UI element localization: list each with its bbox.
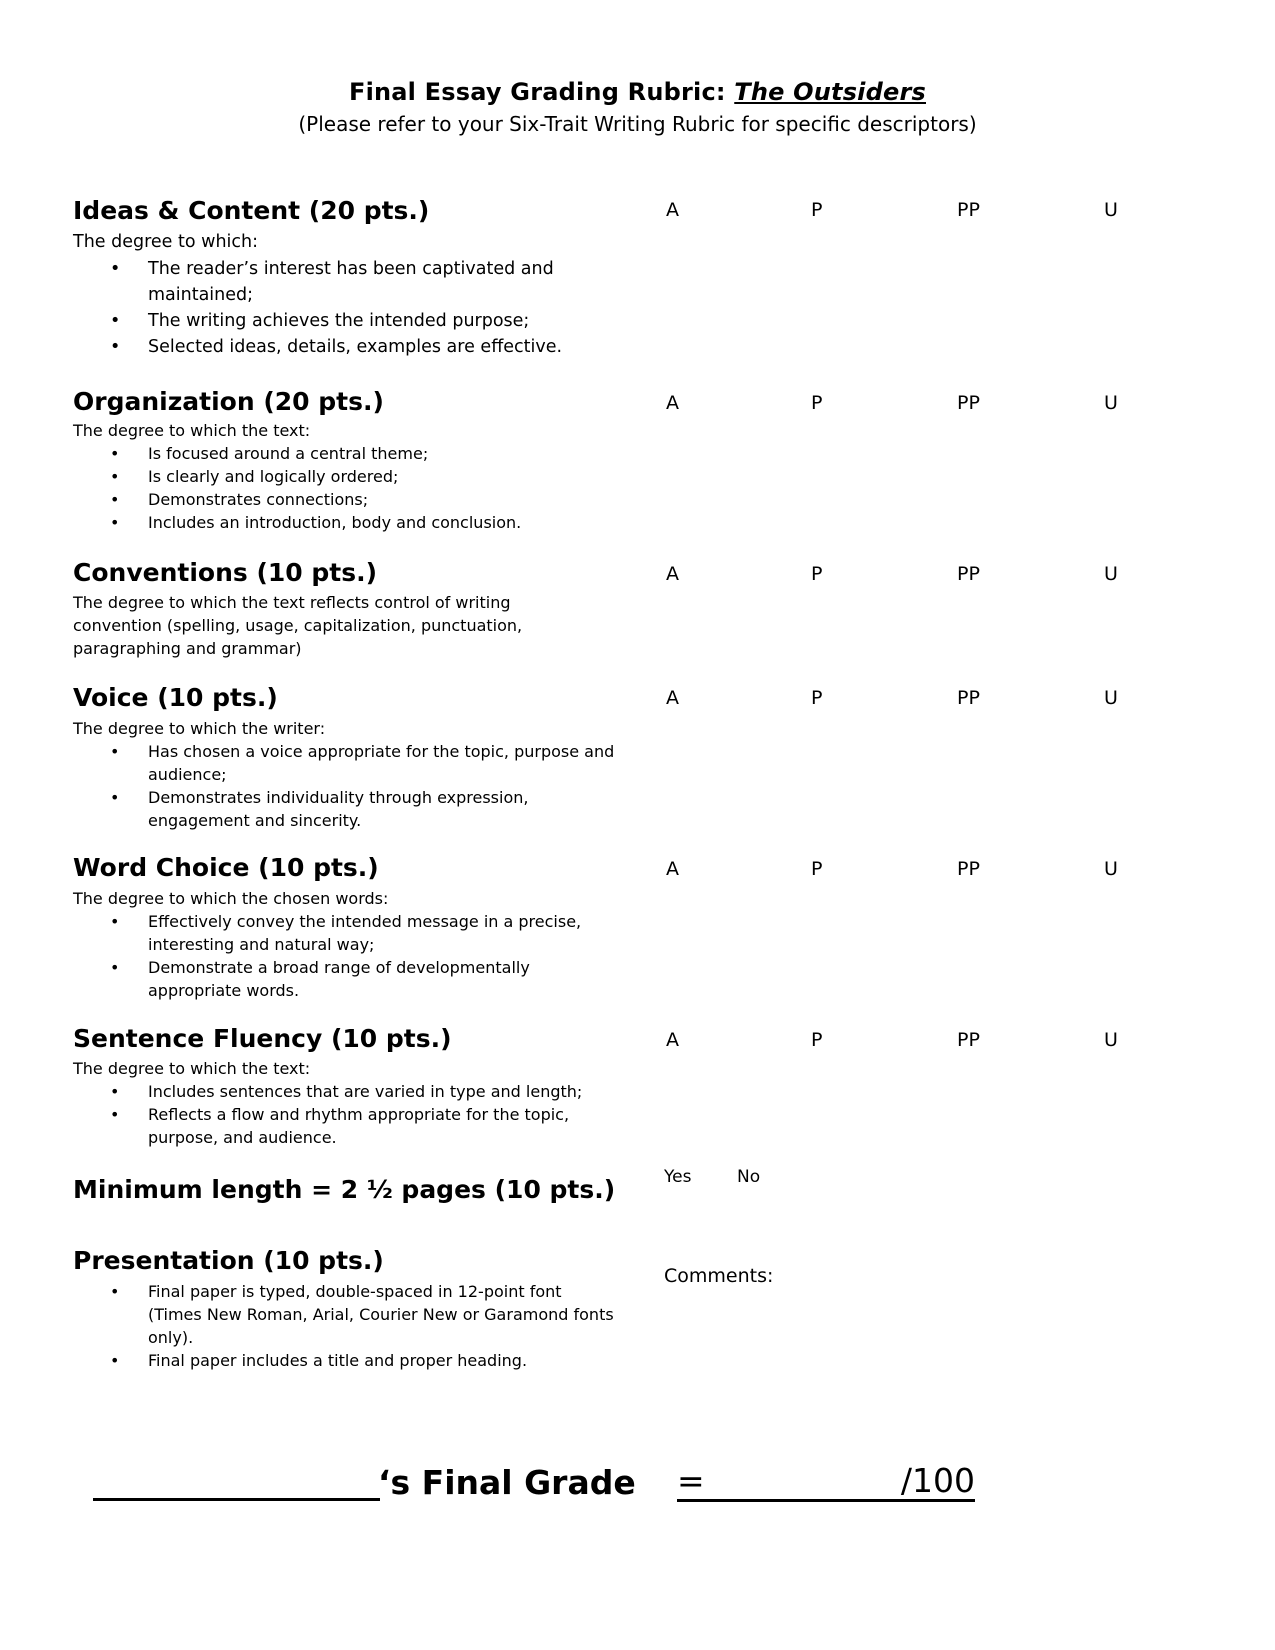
section-word-choice-title: Word Choice (10 pts.)	[73, 853, 379, 882]
section-organization-intro: The degree to which the text:	[73, 421, 311, 440]
section-voice-list	[73, 740, 614, 832]
student-name-blank[interactable]	[93, 1498, 380, 1501]
section-fluency-title: Sentence Fluency (10 pts.)	[73, 1024, 452, 1053]
list-item: • Effectively convey the intended message in a precise,	[73, 910, 581, 933]
list-item: • Is clearly and logically ordered;	[73, 465, 521, 488]
list-item-continuation: only).	[148, 1328, 194, 1347]
section-presentation-list	[73, 1280, 614, 1372]
equals-sign: =	[677, 1461, 705, 1500]
score-voice-u[interactable]: U	[1104, 687, 1118, 709]
section-ideas-list	[73, 256, 562, 360]
list-item-continuation: (Times New Roman, Arial, Courier New or Garamond fonts	[148, 1305, 614, 1324]
score-fluency-pp[interactable]: PP	[957, 1029, 980, 1051]
score-word-choice-a[interactable]: A	[666, 858, 679, 880]
final-grade-blank[interactable]	[677, 1463, 975, 1502]
length-yes[interactable]: Yes	[664, 1167, 692, 1187]
section-length-title: Minimum length = 2 ½ pages (10 pts.)	[73, 1175, 616, 1204]
score-conventions-p[interactable]: P	[811, 563, 823, 585]
score-voice-pp[interactable]: PP	[957, 687, 980, 709]
list-item: • Includes sentences that are varied in type and length;	[73, 1080, 582, 1103]
list-item-continuation: interesting and natural way;	[148, 935, 375, 954]
list-item: • Selected ideas, details, examples are effective.	[73, 334, 562, 360]
list-item-continuation: maintained;	[148, 285, 254, 305]
score-fluency-a[interactable]: A	[666, 1029, 679, 1051]
list-item: • Is focused around a central theme;	[73, 442, 521, 465]
grade-max: /100	[900, 1461, 975, 1500]
section-conventions-line: convention (spelling, usage, capitalization, punctuation,	[73, 616, 523, 635]
score-organization-p[interactable]: P	[811, 392, 823, 414]
list-item: • Final paper is typed, double-spaced in 12-point font	[73, 1280, 614, 1303]
section-fluency-intro: The degree to which the text:	[73, 1059, 311, 1078]
list-item: • Demonstrate a broad range of developmentally	[73, 956, 581, 979]
section-voice-intro: The degree to which the writer:	[73, 719, 326, 738]
comments-label: Comments:	[664, 1265, 774, 1287]
score-organization-pp[interactable]: PP	[957, 392, 980, 414]
score-ideas-pp[interactable]: PP	[957, 199, 980, 221]
score-conventions-pp[interactable]: PP	[957, 563, 980, 585]
score-ideas-u[interactable]: U	[1104, 199, 1118, 221]
section-fluency-list	[73, 1080, 582, 1149]
list-item: • Has chosen a voice appropriate for the topic, purpose and	[73, 740, 614, 763]
page-subtitle: (Please refer to your Six-Trait Writing Rubric for specific descriptors)	[298, 112, 977, 136]
score-word-choice-pp[interactable]: PP	[957, 858, 980, 880]
score-organization-u[interactable]: U	[1104, 392, 1118, 414]
score-word-choice-p[interactable]: P	[811, 858, 823, 880]
list-item: • The writing achieves the intended purpose;	[73, 308, 562, 334]
length-no[interactable]: No	[737, 1167, 761, 1187]
score-fluency-u[interactable]: U	[1104, 1029, 1118, 1051]
section-organization-list	[73, 442, 521, 534]
score-organization-a[interactable]: A	[666, 392, 679, 414]
list-item: • Reflects a flow and rhythm appropriate for the topic,	[73, 1103, 582, 1126]
score-voice-a[interactable]: A	[666, 687, 679, 709]
score-ideas-a[interactable]: A	[666, 199, 679, 221]
score-word-choice-u[interactable]: U	[1104, 858, 1118, 880]
list-item-continuation: audience;	[148, 765, 227, 784]
section-presentation-title: Presentation (10 pts.)	[73, 1246, 384, 1275]
section-ideas-title: Ideas & Content (20 pts.)	[73, 196, 430, 225]
section-conventions-line: paragraphing and grammar)	[73, 639, 302, 658]
score-voice-p[interactable]: P	[811, 687, 823, 709]
book-title: The Outsiders	[734, 78, 926, 106]
list-item: • Demonstrates connections;	[73, 488, 521, 511]
section-word-choice-intro: The degree to which the chosen words:	[73, 889, 389, 908]
list-item: • Demonstrates individuality through expression,	[73, 786, 614, 809]
list-item: • Final paper includes a title and proper heading.	[73, 1349, 614, 1372]
section-ideas-intro: The degree to which:	[73, 232, 259, 252]
list-item-continuation: purpose, and audience.	[148, 1128, 337, 1147]
score-ideas-p[interactable]: P	[811, 199, 823, 221]
section-word-choice-list	[73, 910, 581, 1002]
list-item-continuation: appropriate words.	[148, 981, 300, 1000]
final-grade-label: ‘s Final Grade	[378, 1463, 636, 1502]
section-voice-title: Voice (10 pts.)	[73, 683, 278, 712]
score-conventions-u[interactable]: U	[1104, 563, 1118, 585]
list-item-continuation: engagement and sincerity.	[148, 811, 362, 830]
section-conventions-title: Conventions (10 pts.)	[73, 558, 378, 587]
score-conventions-a[interactable]: A	[666, 563, 679, 585]
section-conventions-line: The degree to which the text reflects control of writing	[73, 593, 511, 612]
score-fluency-p[interactable]: P	[811, 1029, 823, 1051]
page-title: Final Essay Grading Rubric: The Outsiders	[348, 78, 926, 106]
list-item: • The reader’s interest has been captivated and	[73, 256, 562, 282]
section-organization-title: Organization (20 pts.)	[73, 387, 384, 416]
list-item: • Includes an introduction, body and conclusion.	[73, 511, 521, 534]
